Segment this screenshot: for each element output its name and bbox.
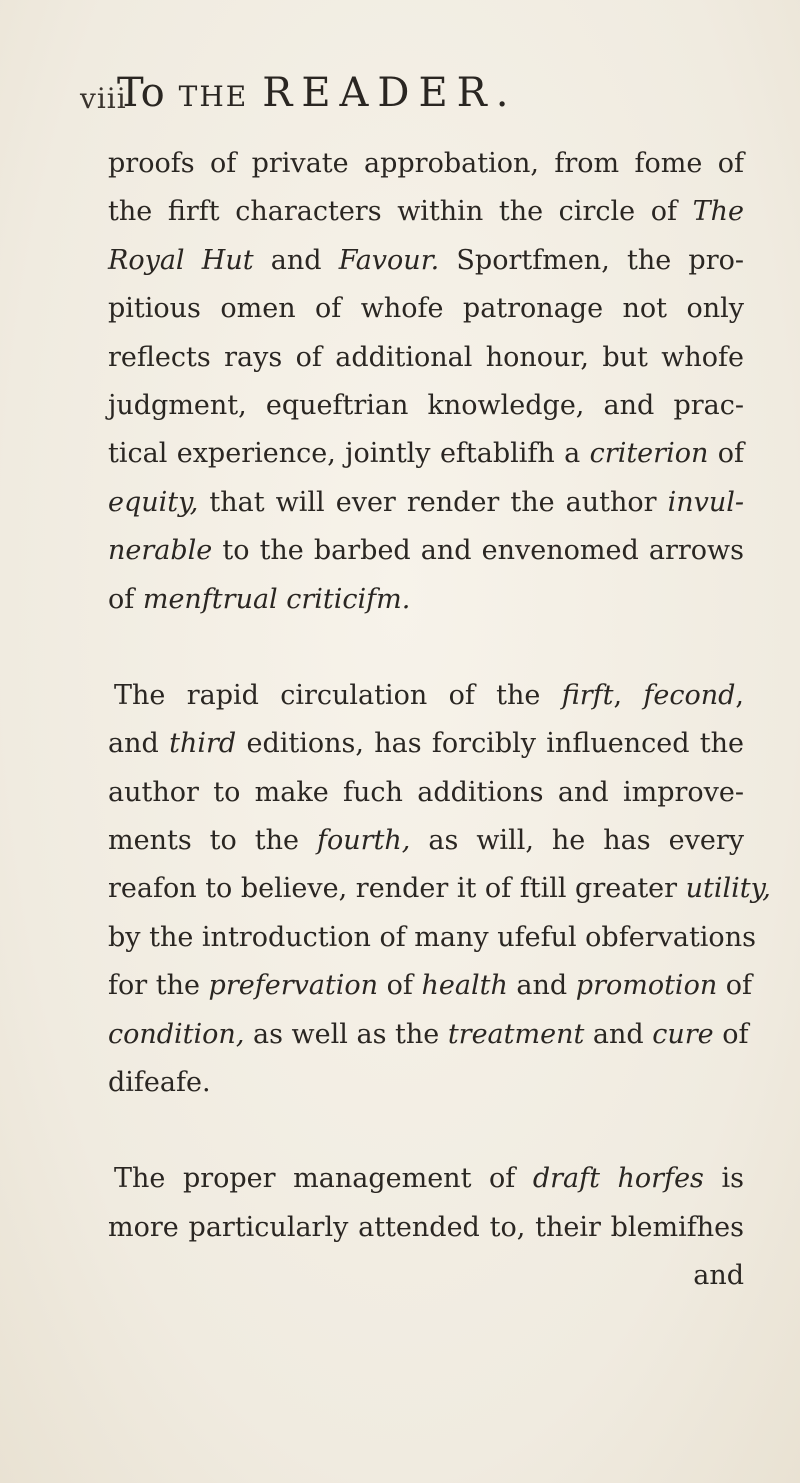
roman-text: of xyxy=(108,583,143,615)
italic-text: condition, xyxy=(108,1018,245,1050)
italic-text: treatment xyxy=(447,1018,585,1050)
roman-text: the firft characters within the circle of xyxy=(108,196,693,228)
body-text xyxy=(108,140,771,1301)
italic-text: firft xyxy=(561,679,614,711)
roman-text: for the xyxy=(108,970,209,1002)
text-line xyxy=(108,962,753,1010)
roman-text: reflects rays of additional honour, but whofe xyxy=(108,341,744,373)
roman-text: is xyxy=(703,1163,744,1195)
running-head-reader: READER. xyxy=(262,70,518,116)
italic-text: utility, xyxy=(685,873,771,905)
text-line xyxy=(108,334,744,382)
roman-text: more particularly attended to, their blemifhes xyxy=(108,1211,744,1243)
text-line xyxy=(108,576,744,624)
roman-text: difeafe. xyxy=(108,1067,211,1099)
italic-text: draft horfes xyxy=(532,1163,704,1195)
italic-text: invul- xyxy=(667,486,744,518)
text-line xyxy=(108,769,744,817)
roman-text: and xyxy=(108,728,170,760)
roman-text: as will, he has every xyxy=(410,825,745,857)
text-line xyxy=(108,1204,744,1252)
italic-text: prefervation xyxy=(208,970,379,1002)
page-header xyxy=(80,70,720,130)
roman-text: of xyxy=(717,970,753,1002)
page-number: viii xyxy=(80,82,127,115)
text-line xyxy=(108,285,744,333)
italic-text: criterion xyxy=(589,438,709,470)
roman-text: judgment, equeftrian knowledge, and prac- xyxy=(108,389,744,421)
italic-text: health xyxy=(421,970,508,1002)
italic-text: Favour. xyxy=(338,244,440,276)
text-line xyxy=(108,382,744,430)
running-head-to: To xyxy=(117,70,165,116)
roman-text: and xyxy=(693,1260,744,1292)
italic-text: The xyxy=(692,196,744,228)
roman-text: and xyxy=(507,970,576,1002)
roman-text: , xyxy=(735,679,744,711)
text-line xyxy=(108,672,744,720)
italic-text: fecond xyxy=(643,679,736,711)
roman-text: to the barbed and envenomed arrows xyxy=(212,535,744,567)
roman-text: and xyxy=(584,1018,653,1050)
text-line xyxy=(108,1059,744,1107)
roman-text: ments to the xyxy=(108,825,317,857)
roman-text: of xyxy=(713,1018,749,1050)
roman-text: of xyxy=(708,438,744,470)
roman-text: The proper management of xyxy=(114,1163,533,1195)
roman-text: as well as the xyxy=(244,1018,448,1050)
text-line xyxy=(108,188,744,236)
paragraph-gap xyxy=(108,624,744,672)
roman-text: tical experience, jointly eftablifh a xyxy=(108,438,590,470)
text-line xyxy=(108,1011,749,1059)
text-line xyxy=(108,140,744,188)
roman-text: , xyxy=(613,679,644,711)
text-line xyxy=(108,237,744,285)
running-head xyxy=(117,70,518,116)
italic-text: cure xyxy=(652,1018,714,1050)
italic-text: third xyxy=(169,728,237,760)
text-line xyxy=(108,817,744,865)
roman-text: Sportfmen, the pro- xyxy=(439,244,744,276)
roman-text: and xyxy=(253,244,339,276)
text-line xyxy=(108,720,744,768)
roman-text: by the introduction of many ufeful obfervations xyxy=(108,921,756,953)
text-line xyxy=(108,479,744,527)
paragraph-gap xyxy=(108,1107,744,1155)
catchword xyxy=(108,1252,744,1300)
roman-text: that will ever render the author xyxy=(198,486,668,518)
text-line xyxy=(108,865,771,913)
text-line xyxy=(108,430,744,478)
italic-text: nerable xyxy=(108,535,213,567)
italic-text: fourth, xyxy=(317,825,411,857)
text-line xyxy=(108,914,756,962)
roman-text: of xyxy=(378,970,422,1002)
text-line xyxy=(108,527,744,575)
italic-text: equity, xyxy=(108,486,199,518)
italic-text: menftrual criticifm. xyxy=(142,583,411,615)
roman-text: reafon to believe, render it of ftill greater xyxy=(108,873,686,905)
roman-text: pitious omen of whofe patronage not only xyxy=(108,293,744,325)
roman-text: editions, has forcibly influenced the xyxy=(236,728,745,760)
text-line xyxy=(108,1155,744,1203)
roman-text: author to make fuch additions and improve- xyxy=(108,776,744,808)
roman-text: The rapid circulation of the xyxy=(114,679,562,711)
italic-text: promotion xyxy=(575,970,718,1002)
italic-text: Royal Hut xyxy=(108,244,254,276)
running-head-the: THE xyxy=(178,80,249,113)
roman-text: proofs of private approbation, from fome of xyxy=(108,148,744,179)
